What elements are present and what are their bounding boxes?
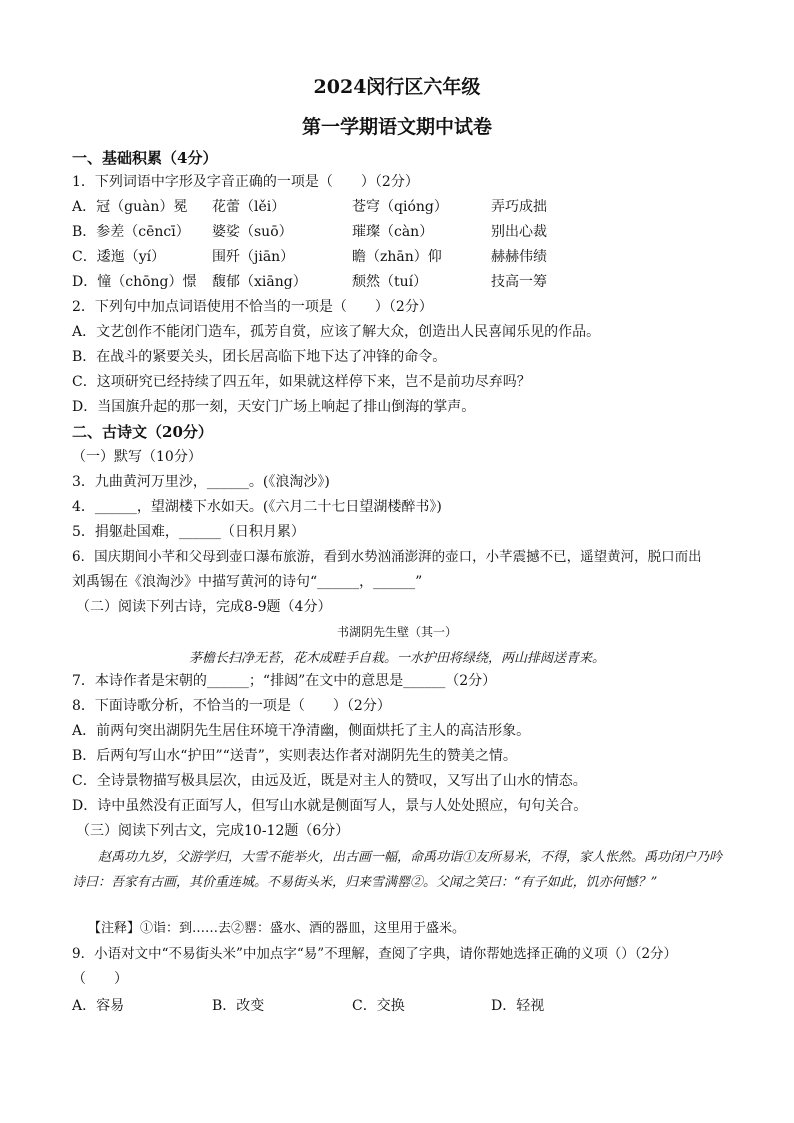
annotation-note: 【注释】①诣：到……去②罂：盛水、酒的器皿，这里用于盛米。 [88,921,466,936]
q9-line-2: （ ） [72,971,128,987]
exam-subtitle: 第一学期语文期中试卷 [301,116,492,138]
q7: 7．本诗作者是宋朝的______；“排闼”在文中的意思是______（2分） [72,673,497,689]
q2-option-c: C．这项研究已经持续了四五年，如果就这样停下来，岂不是前功尽弃吗？ [72,374,531,390]
q8-option-c: C．全诗景物描写极具层次，由远及近，既是对主人的赞叹，又写出了山水的情态。 [72,773,587,789]
q1-c-1: C．逶迤（yí） [72,249,166,265]
part-1-heading: （一）默写（10分） [72,449,202,465]
part-3-heading: （三）阅读下列古文，完成10-12题（6分） [76,823,350,839]
exam-title: 2024闵行区六年级 [313,76,481,98]
q1-c-2: 围歼（jiān） [212,249,295,265]
q8-option-a: A．前两句突出湖阴先生居住环境干净清幽，侧面烘托了主人的高洁形象。 [72,723,531,739]
q1-stem: 1．下列词语中字形及字音正确的一项是（ ）（2分） [72,174,419,190]
q1-b-4: 别出心裁 [491,224,547,240]
q1-a-4: 弄巧成拙 [491,199,547,215]
q2-stem: 2．下列句中加点词语使用不恰当的一项是（ ）（2分） [72,299,433,315]
q1-a-2: 花蕾（lěi） [212,199,286,215]
q2-option-a: A．文艺创作不能闭门造车，孤芳自赏，应该了解大众，创造出人民喜闻乐见的作品。 [72,324,601,340]
q8-stem: 8．下面诗歌分析，不恰当的一项是（ ）（2分） [72,698,391,714]
poem-title: 书湖阴先生壁（其一） [336,625,457,639]
q9-option-c: C．交换 [352,998,405,1014]
q1-d-3: 颓然（tuí） [352,274,428,290]
q4: 4．______，望湖楼下水如天。(《六月二十七日望湖楼醉书》) [72,499,442,515]
q1-c-4: 赫赫伟绩 [491,249,547,265]
poem-body: 茅檐长扫净无苔，花木成畦手自栽。一水护田将绿绕，两山排闼送青来。 [188,651,605,666]
q1-d-1: D．憧（chōng）憬 [72,274,197,290]
q1-a-3: 苍穹（qióng） [352,199,448,215]
q9-line-1: 9．小语对文中“不易街头米”中加点字“易”不理解，查阅了字典，请你帮她选择正确的义项（）（2分） [72,946,678,962]
q8-option-b: B．后两句写山水“护田”“送青”，实则表达作者对湖阴先生的赞美之情。 [72,748,517,764]
q1-d-4: 技高一筹 [491,274,547,290]
part-2-heading: （二）阅读下列古诗，完成8-9题（4分） [76,599,332,615]
q3: 3．九曲黄河万里沙，______。(《浪淘沙》) [72,474,330,490]
section-heading-2: 二、古诗文（20分） [72,423,213,441]
q1-b-2: 婆娑（suō） [212,224,293,240]
section-heading-1: 一、基础积累（4分） [72,149,218,167]
q1-b-3: 璀璨（càn） [352,224,434,240]
q8-option-d: D．诗中虽然没有正面写人，但写山水就是侧面写人，景与人处处照应，句句关合。 [72,798,588,814]
q6-line-2: 刘禹锡在《浪淘沙》中描写黄河的诗句“______，______” [72,574,423,590]
q2-option-d: D．当国旗升起的那一刻，天安门广场上响起了排山倒海的掌声。 [72,399,476,415]
q2-option-b: B．在战斗的紧要关头，团长居高临下地下达了冲锋的命令。 [72,349,447,365]
q5: 5．捐躯赴国难，______（日积月累） [72,524,305,540]
classical-passage: 赵禹功九岁，父游学归，大雪不能举火，出古画一幅，命禹功诣①友所易米，不得，家人怅然。禹功闭户乃吟诗曰：吾家有古画，其价重连城。不易街头米，归来雪满罂②。父闻之笑曰：“有子如此，饥亦何憾？” [72,850,723,890]
q1-b-1: B．参差（cēncī） [72,224,190,240]
q9-option-d: D．轻视 [491,998,545,1014]
q9-option-b: B．改变 [212,998,265,1014]
q1-a-1: A．冠（guàn）冕 [72,199,188,215]
q1-c-3: 瞻（zhān）仰 [352,249,442,265]
q6-line-1: 6．国庆期间小芊和父母到壶口瀑布旅游，看到水势汹涌澎湃的壶口，小芊震撼不已，遥望黄河，脱口而出 [72,549,702,565]
q9-option-a: A．容易 [72,998,125,1014]
q1-d-2: 馥郁（xiāng） [212,274,307,290]
